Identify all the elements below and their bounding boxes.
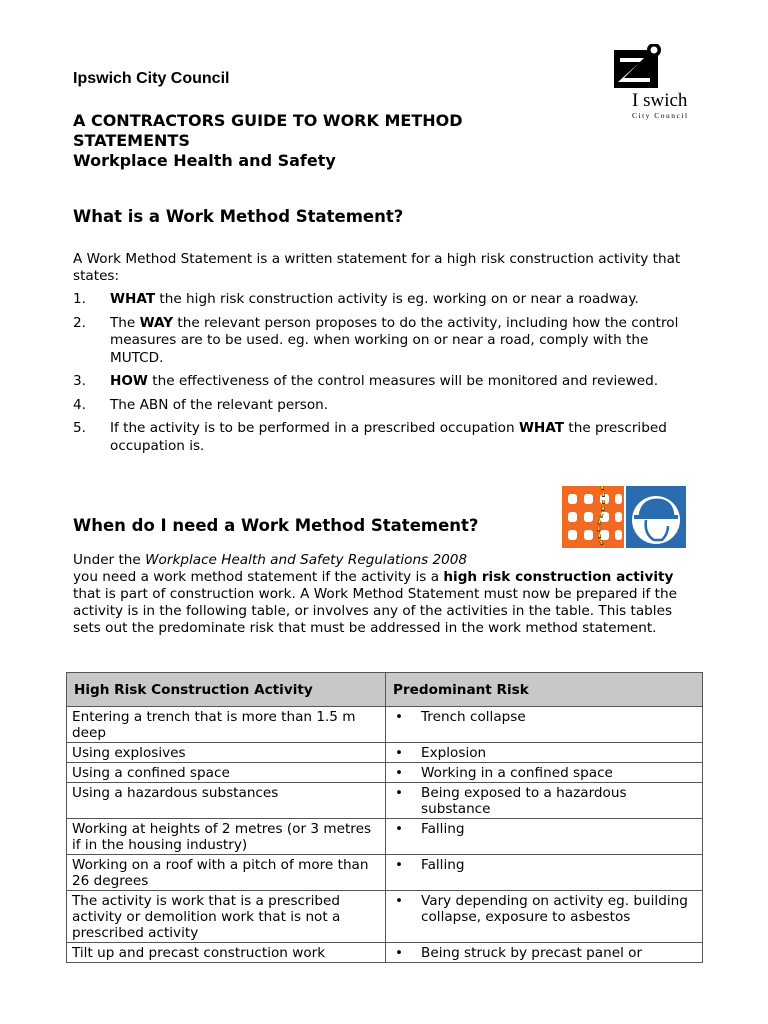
table-row bbox=[67, 943, 703, 963]
table-row bbox=[67, 707, 703, 743]
list-item: 1. WHAT the high risk construction activity is eg. working on or near a roadway. bbox=[73, 291, 639, 307]
safety-pictograms bbox=[562, 486, 686, 548]
svg-text:City Council: City Council bbox=[632, 111, 689, 120]
risk-cell: • Falling bbox=[386, 855, 703, 891]
list-item: 2. The WAY the relevant person proposes to do the activity, including how the control measures are to be used. eg. when working on or near a road, comply with the MUTCD. bbox=[73, 314, 679, 366]
risk-cell: • Falling bbox=[386, 819, 703, 855]
intro-paragraph: A Work Method Statement is a written statement for a high risk construction activity that states: bbox=[73, 251, 681, 284]
risk-cell: • Working in a confined space bbox=[386, 763, 703, 783]
risk-cell: • Trench collapse bbox=[386, 707, 703, 743]
heading-what-is-wms: What is a Work Method Statement? bbox=[73, 207, 404, 226]
table-row bbox=[67, 819, 703, 855]
column-header-risk: Predominant Risk bbox=[386, 673, 703, 707]
svg-text:I swich: I swich bbox=[632, 90, 688, 111]
organisation-name: Ipswich City Council bbox=[73, 70, 230, 87]
activity-cell: Working on a roof with a pitch of more than 26 degrees bbox=[67, 855, 386, 891]
activity-cell: Entering a trench that is more than 1.5 m deep bbox=[67, 707, 386, 743]
heading-when-needed: When do I need a Work Method Statement? bbox=[73, 516, 479, 535]
activity-cell: The activity is work that is a prescribed activity or demolition work that is not a prescribed activity bbox=[67, 891, 386, 943]
risk-table bbox=[66, 672, 703, 963]
risk-cell: • Explosion bbox=[386, 743, 703, 763]
wms-requirements-list bbox=[73, 291, 693, 461]
document-title bbox=[73, 111, 543, 171]
when-needed-paragraph: Under the Workplace Health and Safety Regulations 2008 you need a work method statement if the activity is a high risk construction activity that is part of construction work. A Work Method Statement must now be prepared if the activity is in the following table, or involves any of the activities in the table. This tables sets out the predominate risk that must be addressed in the work method statement. bbox=[73, 552, 677, 636]
ipswich-logo bbox=[614, 44, 708, 124]
column-header-activity: High Risk Construction Activity bbox=[67, 673, 386, 707]
risk-cell: • Being exposed to a hazardous substance bbox=[386, 783, 703, 819]
list-item: 5. If the activity is to be performed in a prescribed occupation WHAT the prescribed occupation is. bbox=[73, 420, 667, 454]
activity-cell: Using a hazardous substances bbox=[67, 783, 386, 819]
hard-hat-icon bbox=[626, 486, 686, 548]
table-row bbox=[67, 783, 703, 819]
barrier-fence-icon bbox=[562, 486, 624, 548]
table-row bbox=[67, 743, 703, 763]
table-header-row bbox=[67, 673, 703, 707]
activity-cell: Using explosives bbox=[67, 743, 386, 763]
risk-cell: • Vary depending on activity eg. building collapse, exposure to asbestos bbox=[386, 891, 703, 943]
activity-cell: Using a confined space bbox=[67, 763, 386, 783]
title-subtitle: Workplace Health and Safety bbox=[73, 151, 336, 170]
title-line-2: STATEMENTS bbox=[73, 131, 190, 150]
list-item: 4. The ABN of the relevant person. bbox=[73, 396, 329, 413]
title-line-1: A CONTRACTORS GUIDE TO WORK METHOD bbox=[73, 111, 463, 130]
list-item: 3. HOW the effectiveness of the control measures will be monitored and reviewed. bbox=[73, 373, 659, 389]
table-row bbox=[67, 763, 703, 783]
activity-cell: Tilt up and precast construction work bbox=[67, 943, 386, 963]
activity-cell: Working at heights of 2 metres (or 3 metres if in the housing industry) bbox=[67, 819, 386, 855]
table-row bbox=[67, 855, 703, 891]
risk-cell: • Being struck by precast panel or bbox=[386, 943, 703, 963]
table-row bbox=[67, 891, 703, 943]
